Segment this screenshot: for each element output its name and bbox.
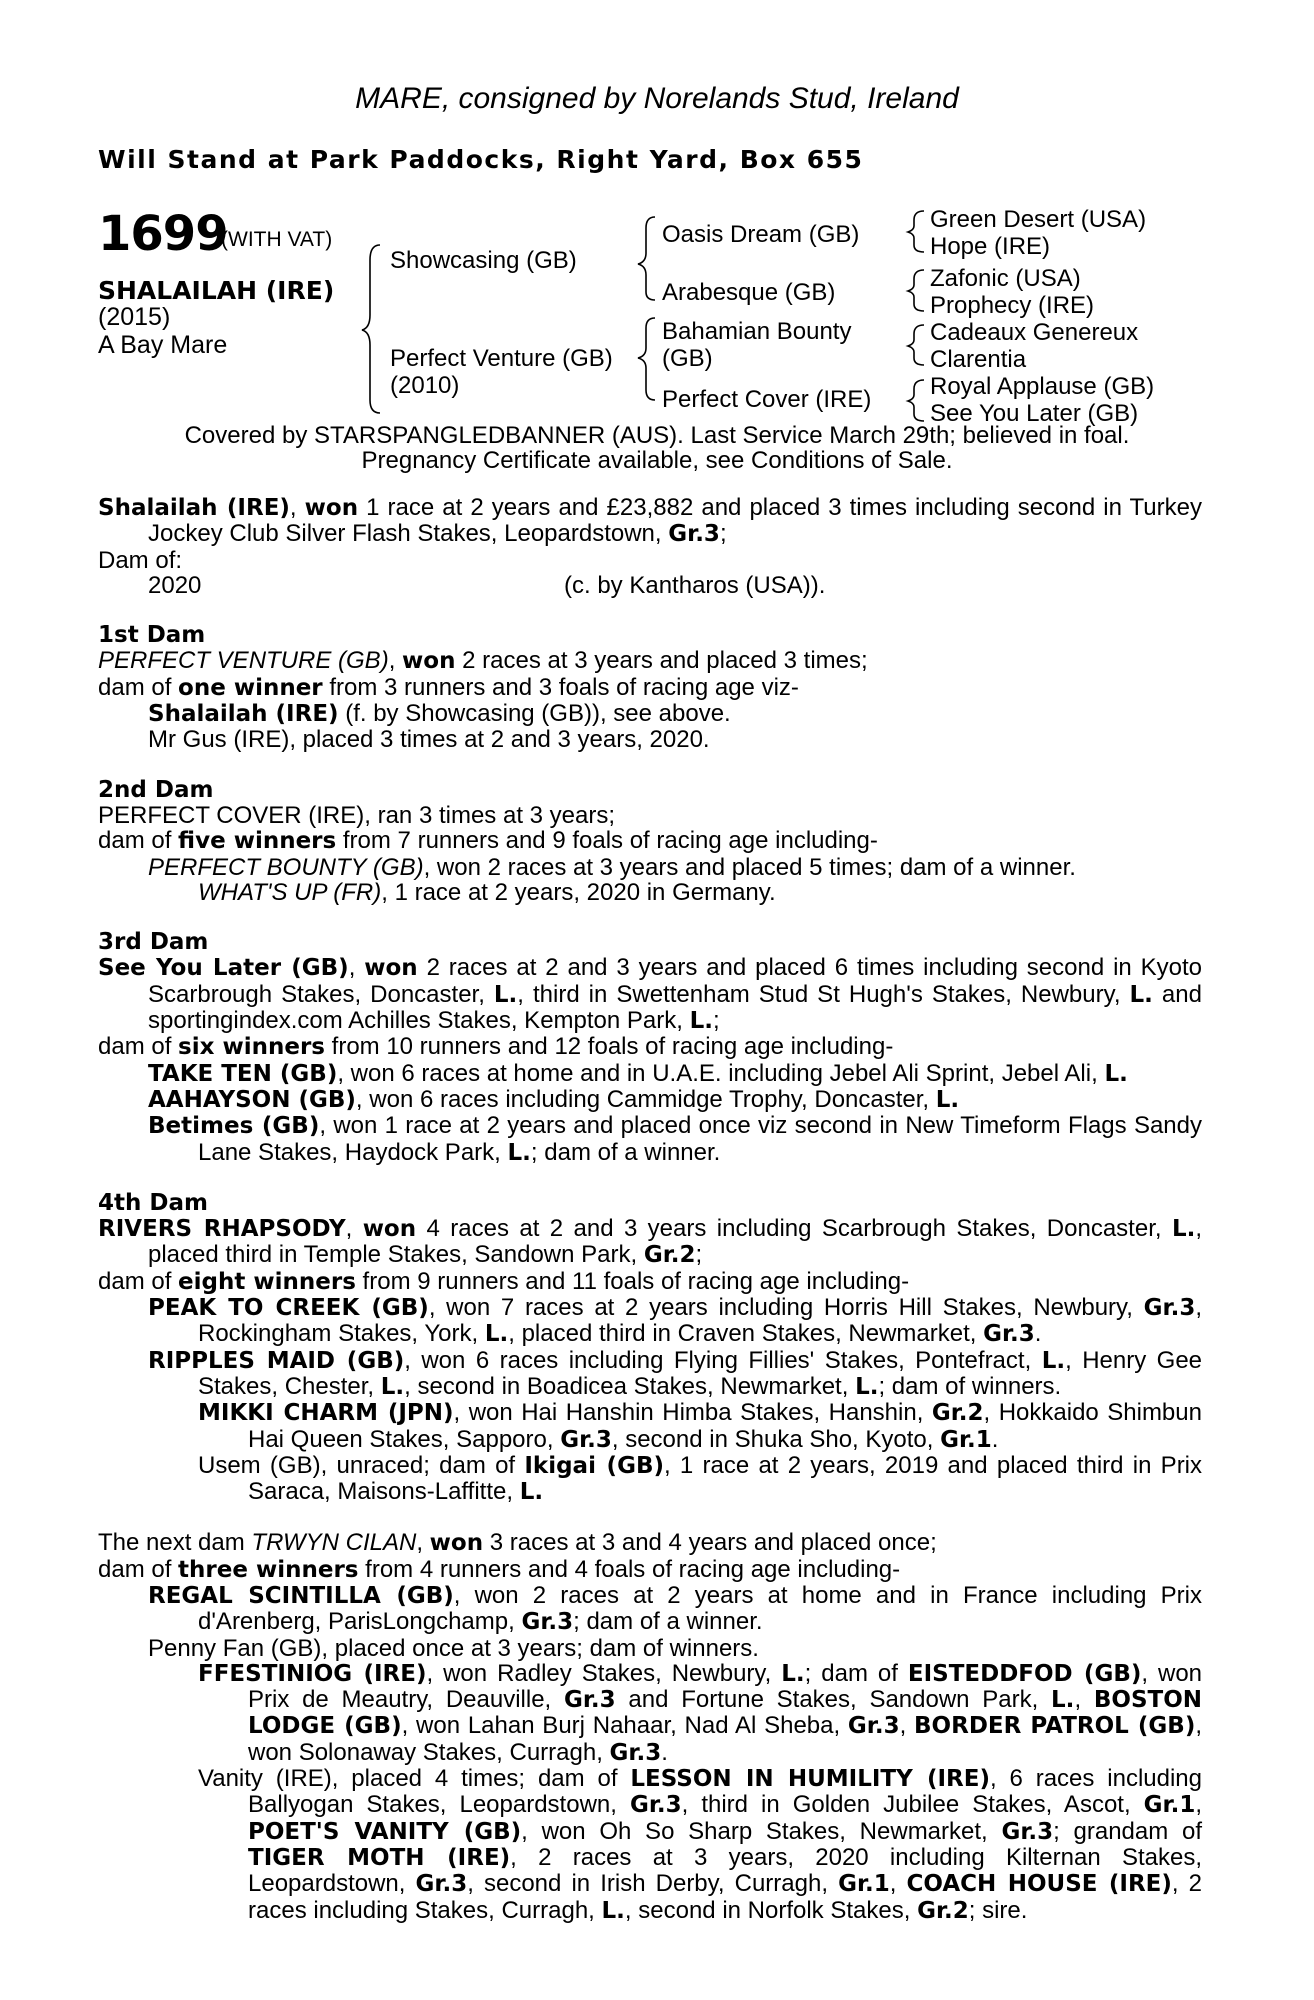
horse-summary: Shalailah (IRE), won 1 race at 2 years and £23,882 and placed 3 times including second in Turkey Jockey Club Silver Flash Stakes, Leopardstown, Gr.3;	[98, 494, 1202, 548]
first-dam-produce: dam of one winner from 3 runners and 3 foals of racing age viz-	[98, 673, 799, 701]
first-dam-foal-1: Shalailah (IRE) (f. by Showcasing (GB)), see above.	[148, 700, 731, 728]
produce-record: 2020 (c. by Kantharos (USA)).	[148, 571, 826, 599]
first-dam-foal-2: Mr Gus (IRE), placed 3 times at 2 and 3 years, 2020.	[148, 726, 710, 754]
first-dam-heading: 1st Dam	[98, 622, 206, 649]
dam-sire: Bahamian Bounty	[662, 318, 852, 345]
brace-gen2-top	[638, 217, 655, 300]
gen3-dds: Royal Applause (GB)	[930, 373, 1155, 400]
second-dam-foal-2: WHAT'S UP (FR), 1 race at 2 years, 2020 in Germany.	[198, 878, 776, 906]
dam-sire-suffix: (GB)	[662, 345, 713, 372]
gen3-sdd: Prophecy (IRE)	[930, 292, 1095, 319]
fourth-dam-foal-1: PEAK TO CREEK (GB), won 7 races at 2 years including Horris Hill Stakes, Newbury, Gr.3, Rockingham Stakes, York, L., placed third in Craven Stakes, Newmarket, Gr.3.	[148, 1294, 1202, 1348]
brace-gen3-2	[908, 270, 924, 311]
second-dam-produce: dam of five winners from 7 runners and 9 foals of racing age including-	[98, 827, 878, 855]
covered-line-2: Pregnancy Certificate available, see Conditions of Sale.	[361, 447, 953, 474]
brace-gen3-4	[908, 380, 924, 421]
fourth-dam-produce: dam of eight winners from 9 runners and 11 foals of racing age including-	[98, 1267, 910, 1295]
dam-of-label: Dam of:	[98, 546, 183, 574]
sire-dam: Arabesque (GB)	[662, 279, 836, 306]
next-dam-foal-1: REGAL SCINTILLA (GB), won 2 races at 2 years at home and in France including Prix d'Arenberg, ParisLongchamp, Gr.3; dam of a winner.	[148, 1581, 1202, 1636]
fourth-dam-grandfoal-1: MIKKI CHARM (JPN), won Hai Hanshin Himba Stakes, Hanshin, Gr.2, Hokkaido Shimbun Hai Queen Stakes, Sapporo, Gr.3, second in Shuka Sho, Kyoto, Gr.1.	[198, 1399, 1202, 1453]
third-dam-foal-1: TAKE TEN (GB), won 6 races at home and in U.A.E. including Jebel Ali Sprint, Jebel Ali, L.	[148, 1059, 1128, 1087]
next-dam-grandfoal-2: Vanity (IRE), placed 4 times; dam of LESSON IN HUMILITY (IRE), 6 races including Ballyogan Stakes, Leopardstown, Gr.3, third in Golden Jubilee Stakes, Ascot, Gr.1, POET'S VANITY (GB), won Oh So Sharp Stakes, Newmarket, Gr.3; grandam of TIGER MOTH (IRE), 2 races at 3 years, 2020 including Kilternan Stakes, Leopardstown, Gr.3, second in Irish Derby, Curragh, Gr.1, COACH HOUSE (IRE), 2 races including Stakes, Curragh, L., second in Norfolk Stakes, Gr.2; sire.	[198, 1765, 1203, 1924]
sire: Showcasing (GB)	[390, 247, 577, 274]
brace-gen2-bottom	[638, 318, 655, 400]
lot-number: 1699	[98, 206, 228, 262]
fourth-dam-foal-2: RIPPLES MAID (GB), won 6 races including Flying Fillies' Stakes, Pontefract, L., Henry Gee Stakes, Chester, L., second in Boadicea Stakes, Newmarket, L.; dam of winners.	[148, 1346, 1203, 1400]
gen3-ssd: Hope (IRE)	[930, 233, 1051, 260]
vat-note: (WITH VAT)	[221, 228, 333, 251]
third-dam-record: See You Later (GB), won 2 races at 2 and 3 years and placed 6 times including second in Kyoto Scarbrough Stakes, Doncaster, L., third in Swettenham Stud St Hugh's Stakes, Newbury, L. and sportingindex.com Achilles Stakes, Kempton Park, L.;	[98, 954, 1202, 1035]
third-dam-foal-2: AAHAYSON (GB), won 6 races including Cammidge Trophy, Doncaster, L.	[148, 1085, 960, 1113]
third-dam-heading: 3rd Dam	[98, 929, 209, 956]
covered-line-1: Covered by STARSPANGLEDBANNER (AUS). Last Service March 29th; believed in foal.	[184, 422, 1130, 449]
first-dam-record: PERFECT VENTURE (GB), won 2 races at 3 years and placed 3 times;	[98, 647, 868, 675]
dam: Perfect Venture (GB)	[390, 345, 613, 372]
second-dam-record: PERFECT COVER (IRE), ran 3 times at 3 years;	[98, 801, 616, 829]
brace-gen1	[362, 245, 380, 413]
sire-sire: Oasis Dream (GB)	[662, 221, 860, 248]
horse-name: SHALAILAH (IRE)	[98, 276, 335, 305]
dam-year: (2010)	[390, 372, 460, 399]
horse-description: A Bay Mare	[98, 331, 228, 359]
next-dam-record: The next dam TRWYN CILAN, won 3 races at 3 and 4 years and placed once;	[98, 1529, 937, 1557]
dam-dam: Perfect Cover (IRE)	[662, 386, 872, 413]
third-dam-foal-3: Betimes (GB), won 1 race at 2 years and placed once viz second in New Timeform Flags Sandy Lane Stakes, Haydock Park, L.; dam of a winner.	[148, 1112, 1203, 1166]
gen3-ddd: See You Later (GB)	[930, 400, 1139, 427]
gen3-sds: Zafonic (USA)	[930, 265, 1081, 292]
consignor-title: MARE, consigned by Norelands Stud, Ireland	[355, 82, 959, 115]
covered-note	[0, 423, 1314, 473]
catalogue-body	[98, 495, 1202, 1924]
gen3-sss: Green Desert (USA)	[930, 206, 1147, 233]
gen3-dsd: Clarentia	[930, 346, 1027, 373]
second-dam-heading: 2nd Dam	[98, 776, 214, 803]
next-dam-produce: dam of three winners from 4 runners and 4 foals of racing age including-	[98, 1555, 901, 1583]
stand-location: Will Stand at Park Paddocks, Right Yard, Box 655	[98, 145, 864, 174]
fourth-dam-grandfoal-2: Usem (GB), unraced; dam of Ikigai (GB), 1 race at 2 years, 2019 and placed third in Prix Saraca, Maisons-Laffitte, L.	[198, 1451, 1203, 1506]
brace-gen3-1	[908, 211, 924, 252]
next-dam-foal-2: Penny Fan (GB), placed once at 3 years; dam of winners.	[148, 1634, 759, 1662]
fourth-dam-heading: 4th Dam	[98, 1189, 208, 1216]
next-dam-grandfoal-1: FFESTINIOG (IRE), won Radley Stakes, Newbury, L.; dam of EISTEDDFOD (GB), won Prix de Meautry, Deauville, Gr.3 and Fortune Stakes, Sandown Park, L., BOSTON LODGE (GB), won Lahan Burj Nahaar, Nad Al Sheba, Gr.3, BORDER PATROL (GB), won Solonaway Stakes, Curragh, Gr.3.	[198, 1659, 1203, 1766]
gen3-dss: Cadeaux Genereux	[930, 319, 1139, 346]
brace-gen3-3	[908, 325, 924, 365]
horse-year: (2015)	[98, 303, 171, 331]
third-dam-produce: dam of six winners from 10 runners and 12 foals of racing age including-	[98, 1033, 894, 1061]
fourth-dam-record: RIVERS RHAPSODY, won 4 races at 2 and 3 years including Scarbrough Stakes, Doncaster, L., placed third in Temple Stakes, Sandown Park, Gr.2;	[98, 1215, 1203, 1269]
second-dam-foal-1: PERFECT BOUNTY (GB), won 2 races at 3 years and placed 5 times; dam of a winner.	[148, 853, 1076, 881]
